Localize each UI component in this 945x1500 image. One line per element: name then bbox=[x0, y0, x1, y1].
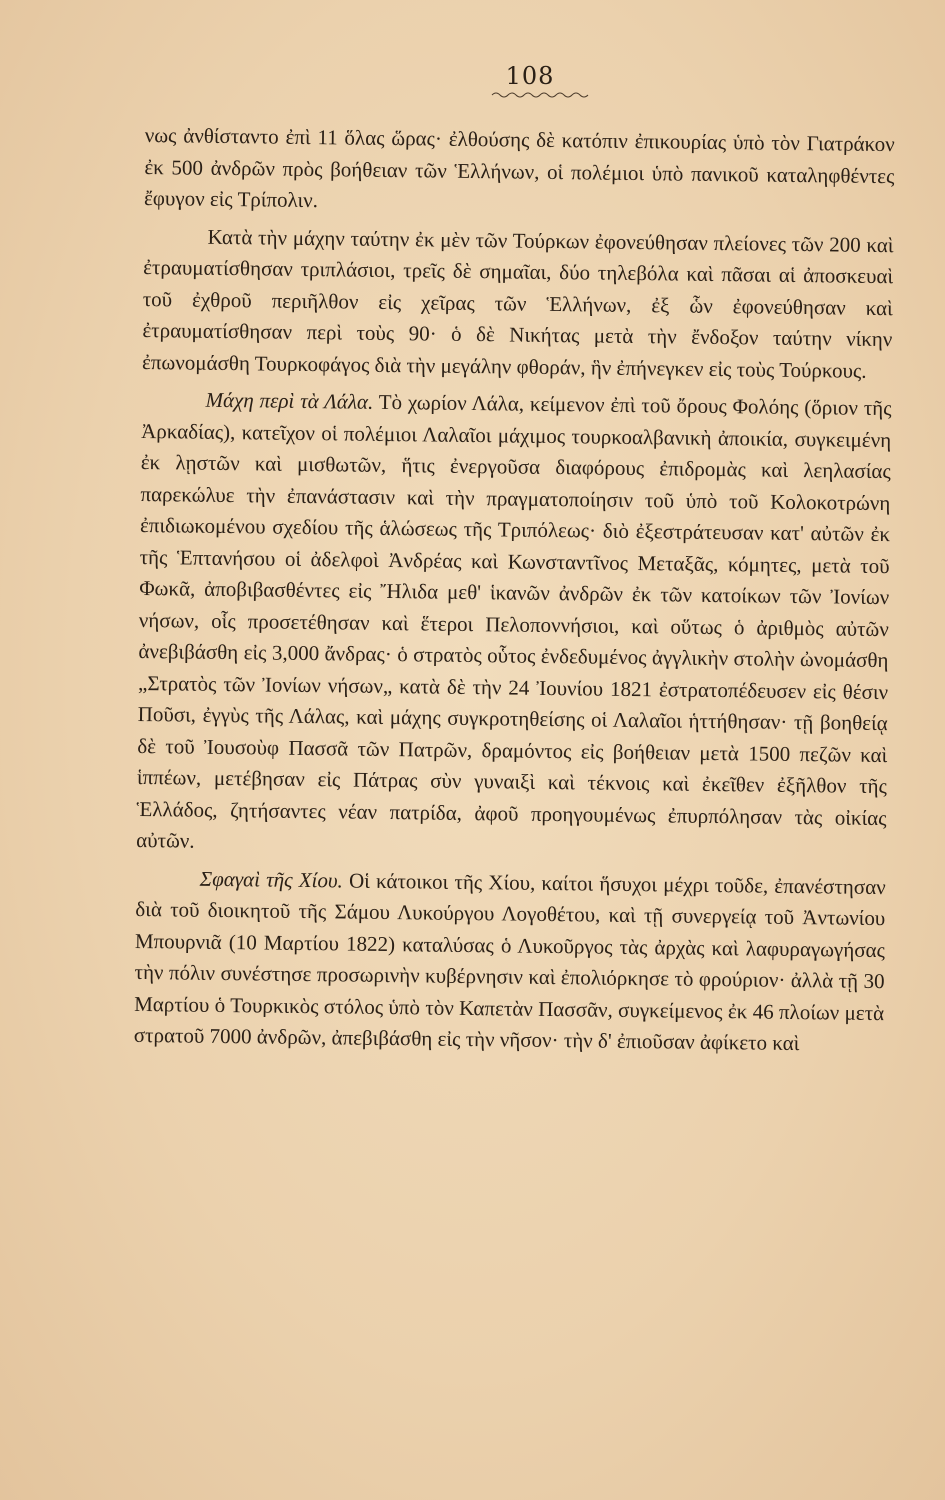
paragraph bbox=[144, 120, 895, 224]
paragraph bbox=[142, 220, 894, 387]
paragraph bbox=[136, 384, 892, 866]
paragraph-text: Τὸ χωρίον Λάλα, κείμενον ἐπὶ τοῦ ὄρους Φολόης (ὅριον τῆς Ἀρκαδίας), κατεῖχον οἱ πολέμιοι Λαλαῖοι μάχιμος τουρκοαλβανικὴ ἀποικία, συγκειμένη ἐκ λῃστῶν καὶ μισθωτῶν, ἥτις ἐνεργοῦσα διαφόρους ἐπιδρομὰς καὶ λεηλασίας παρεκώλυε τὴν ἐπανάστασιν καὶ τὴν πραγματοποίησιν τοῦ ὑπὸ τοῦ Κολοκοτρώνη ἐπιδιωκομένου σχεδίου τῆς ἁλώσεως τῆς Τριπόλεως· διὸ ἐξεστράτευσαν κατ' αὐτῶν ἐκ τῆς Ἑπτανήσου οἱ ἀδελφοὶ Ἀνδρέας καὶ Κωνσταντῖνος Μεταξᾶς, κόμητες, μετὰ τοῦ Φωκᾶ, ἀποβιβασθέντες εἰς Ἤλιδα μεθ' ἱκανῶν ἀνδρῶν ἐκ τῶν κατοίκων τῶν Ἰονίων νήσων, οἷς προσετέθησαν καὶ ἕτεροι Πελοποννήσιοι, καὶ οὕτως ὁ ἀριθμὸς αὐτῶν ἀνεβιβάσθη εἰς 3,000 ἄνδρας· ὁ στρατὸς οὗτος ἐνδεδυμένος ἀγγλικὴν στολὴν ὠνομάσθη „Στρατὸς τῶν Ἰονίων νήσων„ κατὰ δὲ τὴν 24 Ἰουνίου 1821 ἐστρατοπέδευσεν εἰς θέσιν Ποῦσι, ἐγγὺς τῆς Λάλας, καὶ μάχης συγκροτηθείσης οἱ Λαλαῖοι ἡττήθησαν· τῇ βοηθείᾳ δὲ τοῦ Ἰουσοὺφ Πασσᾶ τῶν Πατρῶν, δραμόντος εἰς βοήθειαν μετὰ 1500 πεζῶν καὶ ἱππέων, μετέβησαν εἰς Πάτρας σὺν γυναιξὶ καὶ τέκνοις καὶ ἐκεῖθεν ἐξῆλθον τῆς Ἑλλάδος, ζητήσαντες νέαν πατρίδα, ἀφοῦ προηγουμένως ἐπυρπόλησαν τὰς οἰκίας αὐτῶν. bbox=[136, 389, 892, 853]
paragraph bbox=[134, 862, 886, 1060]
page-number: 108 bbox=[505, 62, 555, 90]
paragraph-text: Οἱ κάτοικοι τῆς Χίου, καίτοι ἥσυχοι μέχρι τοῦδε, ἐπανέστησαν διὰ τοῦ διοικητοῦ τῆς Σάμου Λυκούργου Λογοθέτου, καὶ τῇ συνεργείᾳ τοῦ Ἀντωνίου Μπουρνιᾶ (10 Μαρτίου 1822) καταλύσας ὁ Λυκοῦργος τὰς ἀρχὰς καὶ λαφυραγωγήσας τὴν πόλιν συνέστησε προσωρινὴν κυβέρνησιν καὶ ἐπολιόρκησε τὸ φρούριον· ἀλλὰ τῇ 30 Μαρτίου ὁ Τουρκικὸς στόλος ὑπὸ τὸν Καπετὰν Πασσᾶν, συγκείμενος ἐκ 46 πλοίων μετὰ στρατοῦ 7000 ἀνδρῶν, ἀπεβιβάσθη εἰς τὴν νῆσον· τὴν δ' ἐπιοῦσαν ἀφίκετο καὶ bbox=[133, 868, 886, 1056]
section-heading: Σφαγαὶ τῆς Χίου. bbox=[199, 866, 344, 892]
wavy-ornament bbox=[450, 90, 590, 100]
section-heading: Μάχη περὶ τὰ Λάλα. bbox=[205, 387, 374, 414]
page-body-text bbox=[134, 120, 895, 1061]
paragraph-text: Κατὰ τὴν μάχην ταύτην ἐκ μὲν τῶν Τούρκων ἐφονεύθησαν πλείονες τῶν 200 καὶ ἐτραυματίσθησαν τριπλάσιοι, τρεῖς δὲ σημαῖαι, δύο τηλεβόλα καὶ πᾶσαι αἱ ἀποσκευαὶ τοῦ ἐχθροῦ περιῆλθον εἰς χεῖρας τῶν Ἑλλήνων, ἐξ ὧν ἐφονεύθησαν καὶ ἐτραυματίσθησαν περὶ τοὺς 90· ὁ δὲ Νικήτας μετὰ τὴν ἔνδοξον ταύτην νίκην ἐπωνομάσθη Τουρκοφάγος διὰ τὴν μεγάλην φθοράν, ἣν ἐπήνεγκεν εἰς τοὺς Τούρκους. bbox=[141, 224, 894, 383]
paragraph-text: νως ἀνθίσταντο ἐπὶ 11 ὅλας ὥρας· ἐλθούσης δὲ κατόπιν ἐπικουρίας ὑπὸ τὸν Γιατράκον ἐκ 500 ἀνδρῶν πρὸς βοήθειαν τῶν Ἑλλήνων, οἱ πολέμιοι ὑπὸ πανικοῦ καταληφθέντες ἔφυγον εἰς Τρίπολιν. bbox=[143, 122, 895, 213]
